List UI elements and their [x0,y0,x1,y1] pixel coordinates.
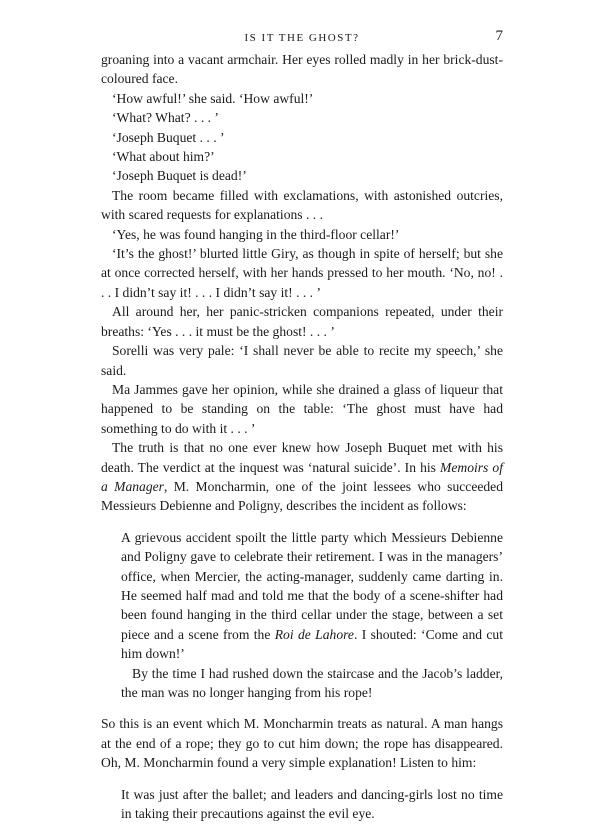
book-page [101,30,503,835]
quoted-extract [121,785,503,824]
text-run: A grievous accident spoilt the little party which Messieurs Debienne and Poligny gave to celebrate their retirement. I was in the managers’ office, when Mercier, the acting-manager, suddenly came darting in. He seemed half mad and told me that the body of a scene-shifter had been found hanging in the third cellar under the stage, between a set piece and a scene from the [121,529,503,642]
paragraph: ‘What? What? . . . ’ [112,110,219,126]
extract-paragraph [121,528,503,664]
paragraph: So this is an event which M. Moncharmin treats as natural. A man hangs at the end of a rope; they go to cut him down; the rope has disappeared. Oh, M. Moncharmin found a very simple explanation! Listen to him: [101,716,503,771]
page-header [101,30,503,48]
text-run: The truth is that no one ever knew how Joseph Buquet met with his death. The verdict at the inquest was ‘natural suicide’. In his [101,440,503,475]
paragraph: ‘How awful!’ she said. ‘How awful!’ [112,90,314,106]
extract-paragraph: By the time I had rushed down the staircase and the Jacob’s ladder, the man was no longer hanging from his rope! [121,665,503,700]
text-run: . I shouted: ‘Come and cut him down!’ [121,626,504,662]
paragraph: ‘What about him?’ [112,149,215,165]
paragraph: ‘It’s the ghost!’ blurted little Giry, as though in spite of herself; but she at once corrected herself, with her hands pressed to her mouth. ‘No, no! . . . I didn’t say it! . . . I didn’t say it! . . . ’ [101,246,503,300]
page-body [101,50,503,823]
paragraph: All around her, her panic-stricken companions repeated, under their breaths: ‘Yes . . . it must be the ghost! . . . ’ [101,304,503,339]
paragraph: groaning into a vacant armchair. Her eyes rolled madly in her brick-dust-coloured face. [101,52,503,87]
paragraph: ‘Joseph Buquet is dead!’ [112,168,247,184]
running-head: IS IT THE GHOST? [244,32,360,44]
quoted-extract [121,528,503,703]
paragraph: Sorelli was very pale: ‘I shall never be able to recite my speech,’ she said. [101,343,503,378]
play-title: Roi de Lahore [274,626,354,642]
text-run: , M. Moncharmin, one of the joint lessees who succeeded Messieurs Debienne and Poligny, describes the incident as follows: [101,478,504,514]
extract-paragraph: It was just after the ballet; and leaders and dancing-girls lost no time in taking their precautions against the evil eye. [121,786,503,822]
paragraph: ‘Yes, he was found hanging in the third-floor cellar!’ [112,226,400,242]
book-title: Memoirs of a Manager [101,459,503,494]
paragraph-truth [101,438,503,516]
paragraph: The room became filled with exclamations, with astonished outcries, with scared requests for explanations . . . [101,187,503,223]
paragraph: Ma Jammes gave her opinion, while she drained a glass of liqueur that happened to be standing on the table: ‘The ghost must have had something to do with it . . . ’ [101,381,503,436]
page-number: 7 [495,28,503,44]
paragraph: ‘Joseph Buquet . . . ’ [112,129,225,145]
